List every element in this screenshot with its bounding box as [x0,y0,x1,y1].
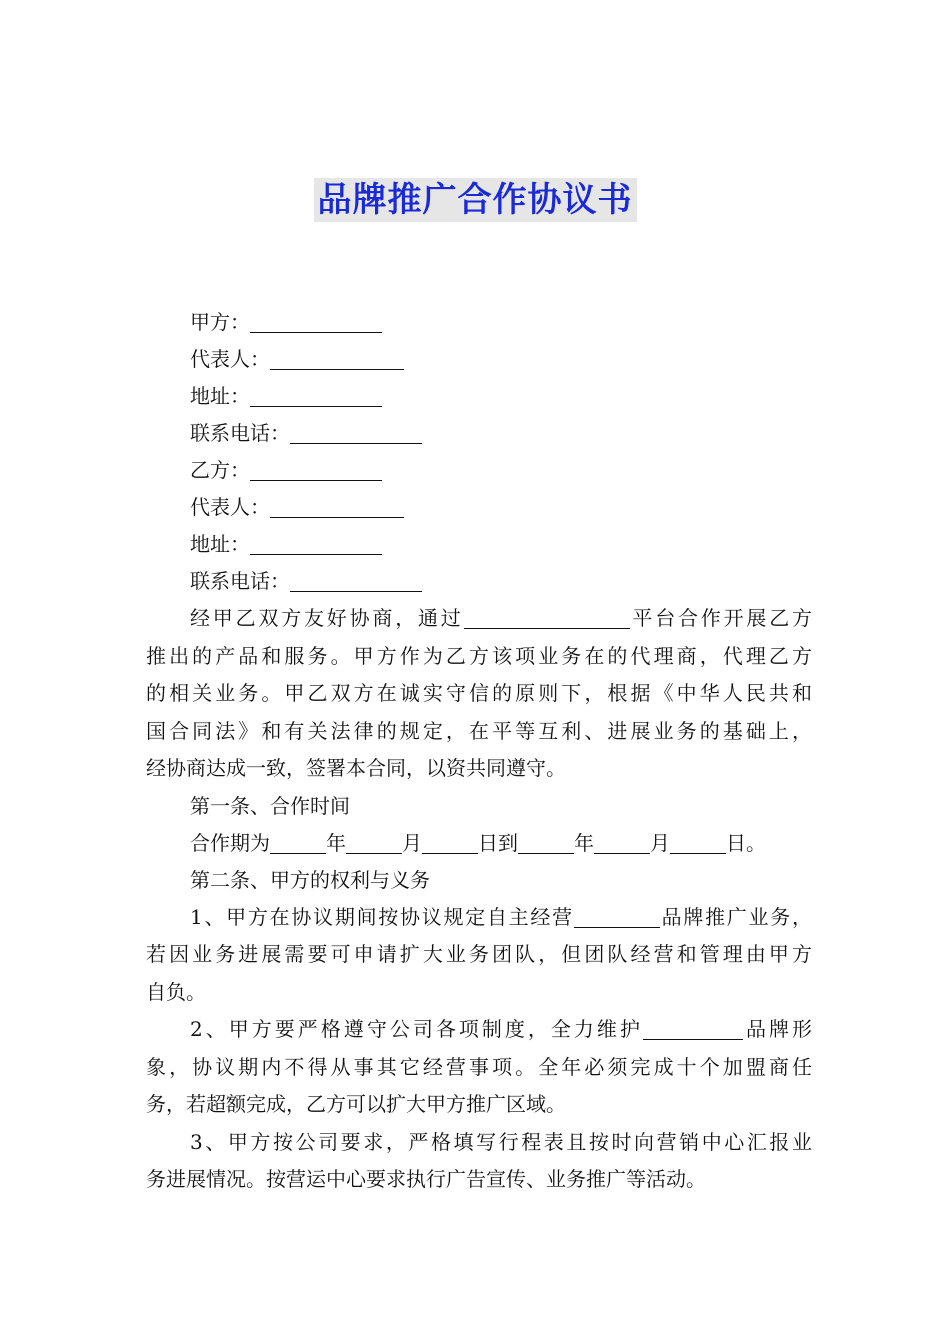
start-day-unit: 日到 [478,830,518,855]
end-year-blank[interactable] [518,831,574,854]
clause-3-line-2: 务进展情况。按营运中心要求执行广告宣传、业务推广等活动。 [146,1167,706,1191]
party-a-label: 甲方： [190,310,250,334]
start-month-blank[interactable] [346,831,402,854]
end-day-blank[interactable] [670,831,726,854]
clause-2-line-1 [146,1011,812,1049]
party-a-phone-label: 联系电话： [190,421,290,445]
end-year-unit: 年 [574,830,594,855]
start-day-blank[interactable] [422,831,478,854]
party-b-rep-blank[interactable] [270,495,404,518]
party-b-rep-line [146,489,812,526]
party-a-rep-blank[interactable] [270,347,404,370]
party-a-addr-label: 地址： [190,384,250,408]
intro-paragraph [146,600,812,788]
party-b-rep-label: 代表人： [190,495,270,519]
party-b-phone-line [146,563,812,600]
clause-2-text-1a: 2、甲方要严格遵守公司各项制度，全力维护 [190,1017,643,1041]
start-month-unit: 月 [402,830,422,855]
party-a-rep-label: 代表人： [190,347,270,371]
end-day-unit: 日。 [726,830,766,855]
party-b-addr-label: 地址： [190,532,250,556]
clause-1-line-2: 若因业务进展需要可申请扩大业务团队，但团队经营和管理由甲方 [146,942,812,966]
document-body [146,304,812,1199]
article-1-heading: 第一条、合作时间 [190,793,350,818]
party-b-blank[interactable] [250,458,382,481]
party-a-addr-line [146,378,812,415]
clause-1-line-1 [146,899,812,937]
party-a-line [146,304,812,341]
end-month-unit: 月 [650,830,670,855]
party-b-phone-label: 联系电话： [190,569,290,593]
platform-blank[interactable] [464,606,630,629]
clause-1-text-1a: 1、甲方在协议期间按协议规定自主经营 [190,904,574,929]
clause-1 [146,899,812,1012]
party-a-addr-blank[interactable] [250,384,382,407]
title-wrap [0,178,950,222]
intro-text-1b: 平台合作开展乙方 [629,606,813,630]
clause-1-text-1b: 品牌推广业务， [659,904,813,929]
party-b-phone-blank[interactable] [290,569,422,592]
clause-2-text-1b: 品牌形 [742,1017,813,1041]
party-b-line [146,452,812,489]
party-b-addr-line [146,526,812,563]
party-a-rep-line [146,341,812,378]
clause-2 [146,1011,812,1124]
party-a-phone-line [146,415,812,452]
start-year-unit: 年 [326,830,346,855]
brand-blank-1[interactable] [574,905,660,928]
intro-text-1a: 经甲乙双方友好协商，通过 [190,606,464,630]
party-a-blank[interactable] [250,310,382,333]
intro-line-4: 国合同法》和有关法律的规定，在平等互利、进展业务的基础上， [146,718,812,743]
start-year-blank[interactable] [270,831,326,854]
clause-2-line-3: 务，若超额完成，乙方可以扩大甲方推广区域。 [146,1092,566,1116]
intro-line-5: 经协商达成一致，签署本合同，以资共同遵守。 [146,756,566,780]
party-a-phone-blank[interactable] [290,421,422,444]
intro-line-3: 的相关业务。甲乙双方在诚实守信的原则下，根据《中华人民共和 [146,681,812,705]
period-label: 合作期为 [190,830,270,855]
document-title: 品牌推广合作协议书 [314,178,637,222]
brand-blank-2[interactable] [643,1017,743,1040]
clause-3 [146,1124,812,1199]
end-month-blank[interactable] [594,831,650,854]
intro-line-2: 推出的产品和服务。甲方作为乙方该项业务在的代理商，代理乙方 [146,643,812,668]
clause-1-line-3: 自负。 [146,979,206,1004]
clause-3-line-1: 3、甲方按公司要求，严格填写行程表且按时向营销中心汇报业 [190,1129,812,1154]
intro-line-1 [146,600,812,638]
cooperation-period-line [146,825,812,862]
party-b-label: 乙方： [190,458,250,482]
clause-2-line-2: 象，协议期内不得从事其它经营事项。全年必须完成十个加盟商任 [146,1054,812,1079]
party-b-addr-blank[interactable] [250,532,382,555]
article-2-heading: 第二条、甲方的权利与义务 [190,867,430,892]
